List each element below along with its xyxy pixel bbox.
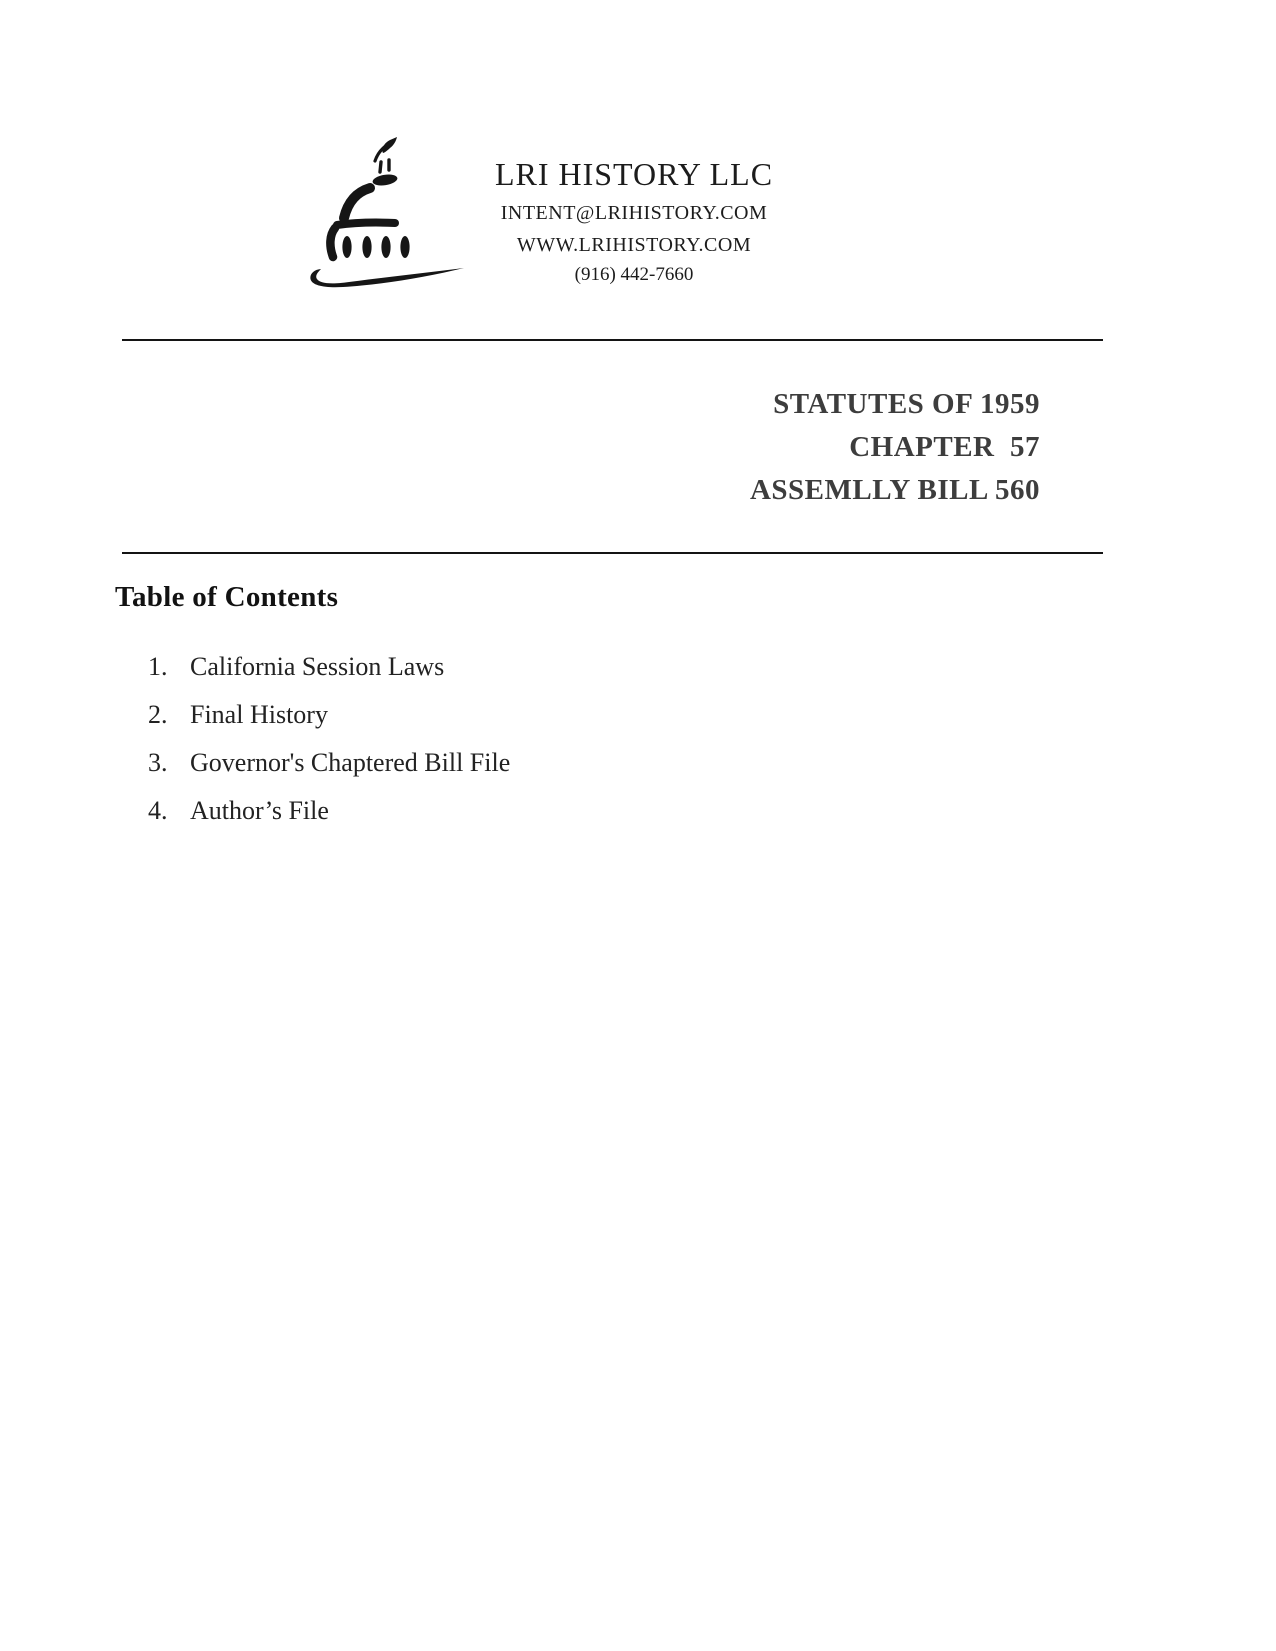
company-name: LRI HISTORY LLC: [494, 156, 774, 192]
toc-item-label: California Session Laws: [190, 652, 445, 681]
toc-item-gap: [174, 748, 190, 778]
statute-title-block: [750, 383, 1040, 512]
toc-item-number: 2.: [148, 700, 168, 729]
company-phone: (916) 442-7660: [574, 264, 694, 285]
horizontal-rule-top: [122, 339, 1103, 341]
toc-list: [148, 652, 510, 844]
toc-item-number: 1.: [148, 652, 168, 681]
toc-item: [148, 652, 510, 682]
capitol-dome-logo-icon: [298, 128, 470, 296]
toc-item-gap: [174, 700, 190, 730]
company-email: INTENT@LRIHISTORY.COM: [500, 202, 768, 224]
toc-item-label: Author’s File: [190, 796, 329, 825]
horizontal-rule-bottom: [122, 552, 1103, 554]
toc-item: [148, 700, 510, 730]
toc-item-number: 4.: [148, 796, 168, 825]
toc-item-label: Final History: [190, 700, 328, 729]
letterhead: [458, 155, 810, 287]
toc-heading: Table of Contents: [115, 581, 339, 613]
statutes-year-line: STATUTES OF 1959: [773, 388, 1040, 420]
company-website: WWW.LRIHISTORY.COM: [516, 234, 752, 256]
toc-item: [148, 796, 510, 826]
toc-item-number: 3.: [148, 748, 168, 777]
chapter-line: CHAPTER 57: [849, 431, 1040, 463]
toc-item-gap: [174, 652, 190, 682]
toc-item: [148, 748, 510, 778]
toc-item-gap: [174, 796, 190, 826]
toc-item-label: Governor's Chaptered Bill File: [190, 748, 511, 777]
assembly-bill-line: ASSEMLLY BILL 560: [749, 474, 1040, 506]
